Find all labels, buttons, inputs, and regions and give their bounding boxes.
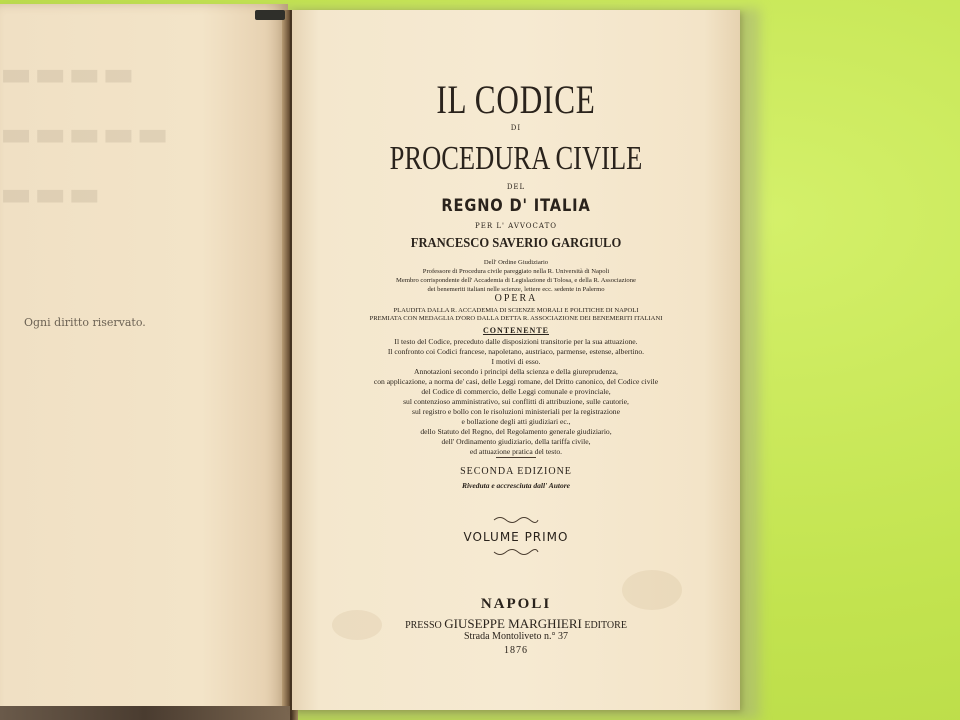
contents-line: con applicazione, a norma de' casi, delle Leggi romane, del Dritto canonico, del Codice civile [373, 377, 659, 386]
author-rank: Dell' Ordine Giudiziario [483, 259, 549, 266]
title-connector-di: DI [510, 124, 522, 132]
contents-list [292, 337, 740, 457]
left-page [0, 4, 288, 720]
author-name: FRANCESCO SAVERIO GARGIULO [410, 236, 622, 251]
contents-line: Il testo del Codice, preceduto dalle disposizioni transitorie per la sua attuazione. [394, 337, 638, 346]
opera-heading: OPERA [494, 293, 538, 304]
author-description-line: dei benemeriti italiani nelle scienze, lettere ecc. sedente in Palermo [427, 286, 605, 293]
contents-line: sul contenzioso amministrativo, sui conflitti di attribuzione, sulle cautorie, [403, 397, 629, 406]
book-spine-top [255, 10, 285, 20]
contents-line: I motivi di esso. [491, 357, 541, 366]
publication-city: NAPOLI [480, 596, 552, 612]
title-connector-del: DEL [506, 183, 526, 191]
publisher-name: GIUSEPPE MARGHIERI [444, 616, 582, 631]
ornament-wave-top [492, 514, 540, 524]
contents-heading: CONTENENTE [482, 326, 549, 335]
publisher-suffix: EDITORE [584, 620, 627, 631]
publication-year: 1876 [504, 645, 528, 656]
edition-note: Riveduta e accresciuta dall' Autore [461, 481, 571, 490]
contents-line: dello Statuto del Regno, del Regolamento generale giudiziario, [420, 427, 612, 436]
praise-line: PLAUDITA DALLA R. ACCADEMIA DI SCIENZE MORALI E POLITICHE DI NAPOLI [393, 307, 639, 314]
author-prefix: PER L' AVVOCATO [475, 222, 557, 230]
left-page-show-through: ▬▬▬▬ ▬▬▬▬▬ ▬▬▬ [0, 54, 171, 214]
award-line: PREMIATA CON MEDAGLIA D'ORO DALLA DETTA R. ASSOCIAZIONE DEI BENEMERITI ITALIANI [369, 315, 663, 322]
section-divider [496, 457, 536, 458]
publisher-prefix: PRESSO [405, 620, 442, 631]
contents-line: Il confronto coi Codici francese, napoletano, austriaco, parmense, estense, albertino. [387, 347, 645, 356]
title-line-3: REGNO D' ITALIA [441, 196, 591, 216]
rights-reserved-note: Ogni diritto riservato. [24, 316, 146, 329]
contents-line: e bollazione degli atti giudiziari ec., [461, 417, 571, 426]
contents-line: Annotazioni secondo i principi della scienza e della giureprudenza, [414, 367, 618, 376]
volume-label: VOLUME PRIMO [463, 530, 569, 544]
author-description-line: Membro corrispondente dell' Accademia di Legislazione di Tolosa, e della R. Associazione [396, 277, 636, 284]
contents-line: ed attuazione pratica del testo. [469, 447, 563, 456]
contents-line: sul registro e bollo con le risoluzioni ministeriali per la registrazione [412, 407, 620, 416]
title-line-1: IL CODICE [436, 77, 596, 122]
title-line-2: PROCEDURA CIVILE [389, 140, 643, 177]
book-spine-bottom [0, 706, 290, 720]
publisher-address: Strada Montoliveto n.° 37 [464, 631, 568, 642]
contents-line: del Codice di commercio, delle Leggi comunale e provinciale, [421, 387, 611, 396]
author-description-line: Professore di Procedura civile pareggiato nella R. Università di Napoli [422, 268, 610, 275]
contents-line: dell' Ordinamento giudiziario, della tariffa civile, [441, 437, 591, 446]
publisher-line [292, 616, 740, 632]
edition-label: SECONDA EDIZIONE [460, 466, 572, 477]
ornament-wave-bottom [492, 548, 540, 558]
